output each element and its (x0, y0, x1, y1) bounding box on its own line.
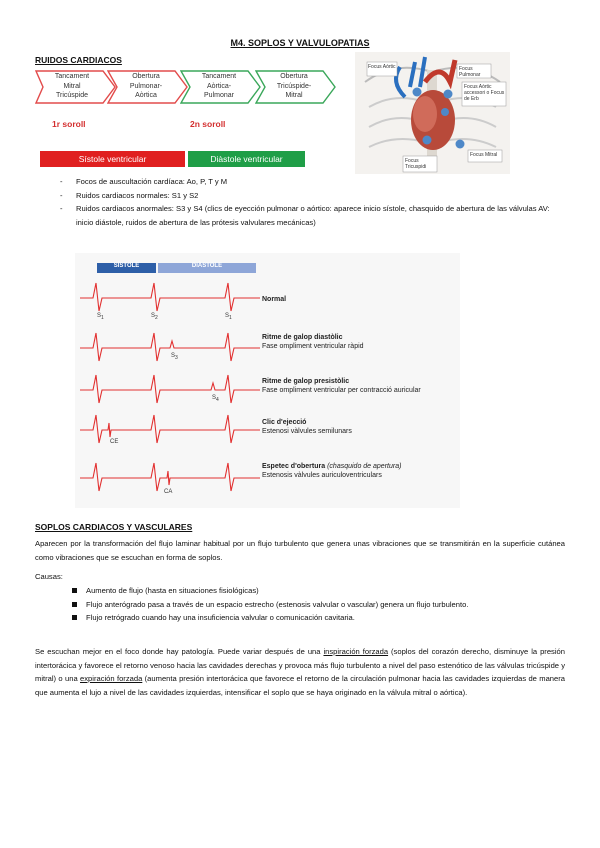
focus-pulmonar-label: Focus Pulmonar (459, 66, 481, 78)
ecg-trace-normal (80, 283, 260, 311)
final-paragraph: Se escuchan mejor en el foco donde hay patología. Puede variar después de una inspiración forzada (soplos del corazón derecho, disminuye la presión intertorácica y favorece el retorno venoso hacia las cavidades derechas y provoca más flujo turbulento a nivel del paso estenótico de las válvulas tricúspide y mitral) o una expiración forzada (aumenta presión intertorácica que favorece el retorno de la circulación pulmonar hacia las cavidades izquierdas de manera que aumenta el lujo a nivel de las cavidades izquierdas, intensificar el soplo que se haya originado en la válvula mitral o aórtica). (35, 647, 565, 697)
ecg-trace-diastolic-gallop (80, 333, 260, 361)
causes-list (72, 584, 562, 625)
s1-label-a: $S_1$ (97, 313, 104, 322)
list-item: - Ruidos cardiacos anormales: S3 y S4 (clics de eyección pulmonar o aórtico: aparece inicio sístole, chasquido de abertura de las válvulas AV: inicio diástole, ruidos de abertura de las prótesis valvulares mecánicas) (60, 202, 560, 229)
second-heart-sound-label: 2n soroll (190, 119, 226, 129)
focus-aortic-label: Focus Aòrtic (368, 64, 396, 70)
ecg-label-presystolic-gallop: Ritme de galop presistòlic Fase ompliment ventricular per contracció auricular (262, 378, 421, 394)
list-item: - Focos de auscultación cardíaca: Ao, P, T y M (60, 175, 560, 189)
list-item: Flujo retrógrado cuando hay una insuficiencia valvular o comunicación cavitaria. (72, 611, 562, 625)
ce-label: CE (110, 439, 119, 445)
s4-label: $S_4$ (212, 395, 219, 404)
chevron-opening-pulmonar-aortic: Obertura Pulmonar- Aòrtica (107, 70, 187, 104)
diastole-bar: Diàstole ventricular (188, 151, 305, 167)
systole-phase-bar: SÍSTOLE (97, 263, 156, 273)
diastole-phase-bar: DIÀSTOLE (158, 263, 256, 273)
ecg-trace-presystolic-gallop (80, 375, 260, 403)
heart-sounds-list (60, 175, 560, 229)
chevron-closure-aortic-pulmonar: Tancament Aòrtica- Pulmonar (180, 70, 260, 104)
chevron-closure-mitral-tricuspid: Tancament Mitral Tricúspide (35, 70, 115, 104)
ca-label: CA (164, 489, 173, 495)
chevron-opening-tricuspid-mitral: Obertura Tricúspide- Mitral (255, 70, 335, 104)
section-heading-ruidos: RUIDOS CARDIACOS (35, 55, 122, 65)
focus-tricuspid-label: Focus Tricuspidi (405, 158, 427, 170)
s2-label: $S_2$ (151, 313, 158, 322)
section-heading-soplos: SOPLOS CARDIACOS Y VASCULARES (35, 522, 193, 532)
focus-aortic-accessory-label: Focus Aòrtic accessori o Focus de Erb (464, 84, 505, 102)
s1-label-b: $S_1$ (225, 313, 232, 322)
focus-mitral-label: Focus Mitral (470, 152, 498, 158)
s3-label: $S_3$ (171, 353, 178, 362)
auscultation-foci-figure (355, 52, 510, 174)
ecg-label-opening-snap: Espetec d'obertura (chasquido de apertura) Estenosis vàlvules auriculoventriculars (262, 463, 402, 479)
ecg-trace-ejection-click (80, 415, 260, 443)
list-item: Aumento de flujo (hasta en situaciones fisiológicas) (72, 584, 562, 598)
ecg-label-normal: Normal (262, 296, 287, 303)
causes-label: Causas: (35, 572, 63, 581)
ecg-label-ejection-click: Clic d'ejecció Estenosi vàlvules semilunars (262, 419, 352, 435)
list-item: - Ruidos cardiacos normales: S1 y S2 (60, 189, 560, 203)
systole-bar: Sístole ventricular (40, 151, 185, 167)
page-title: M4. SOPLOS Y VALVULOPATIAS (230, 38, 370, 48)
ecg-label-diastolic-gallop: Ritme de galop diastòlic Fase ompliment ventricular ràpid (262, 334, 364, 350)
ecg-trace-opening-snap (80, 463, 260, 491)
list-item: Flujo anterógrado pasa a través de un espacio estrecho (estenosis valvular o vascular) genera un flujo turbulento. (72, 598, 562, 612)
intro-paragraph: Aparecen por la transformación del flujo laminar habitual por un flujo turbulento que genera unas vibraciones que se transmitirán en la superficie cutánea como vibraciones que se escuchan en forma de soplos. (35, 539, 565, 562)
first-heart-sound-label: 1r soroll (52, 119, 86, 129)
